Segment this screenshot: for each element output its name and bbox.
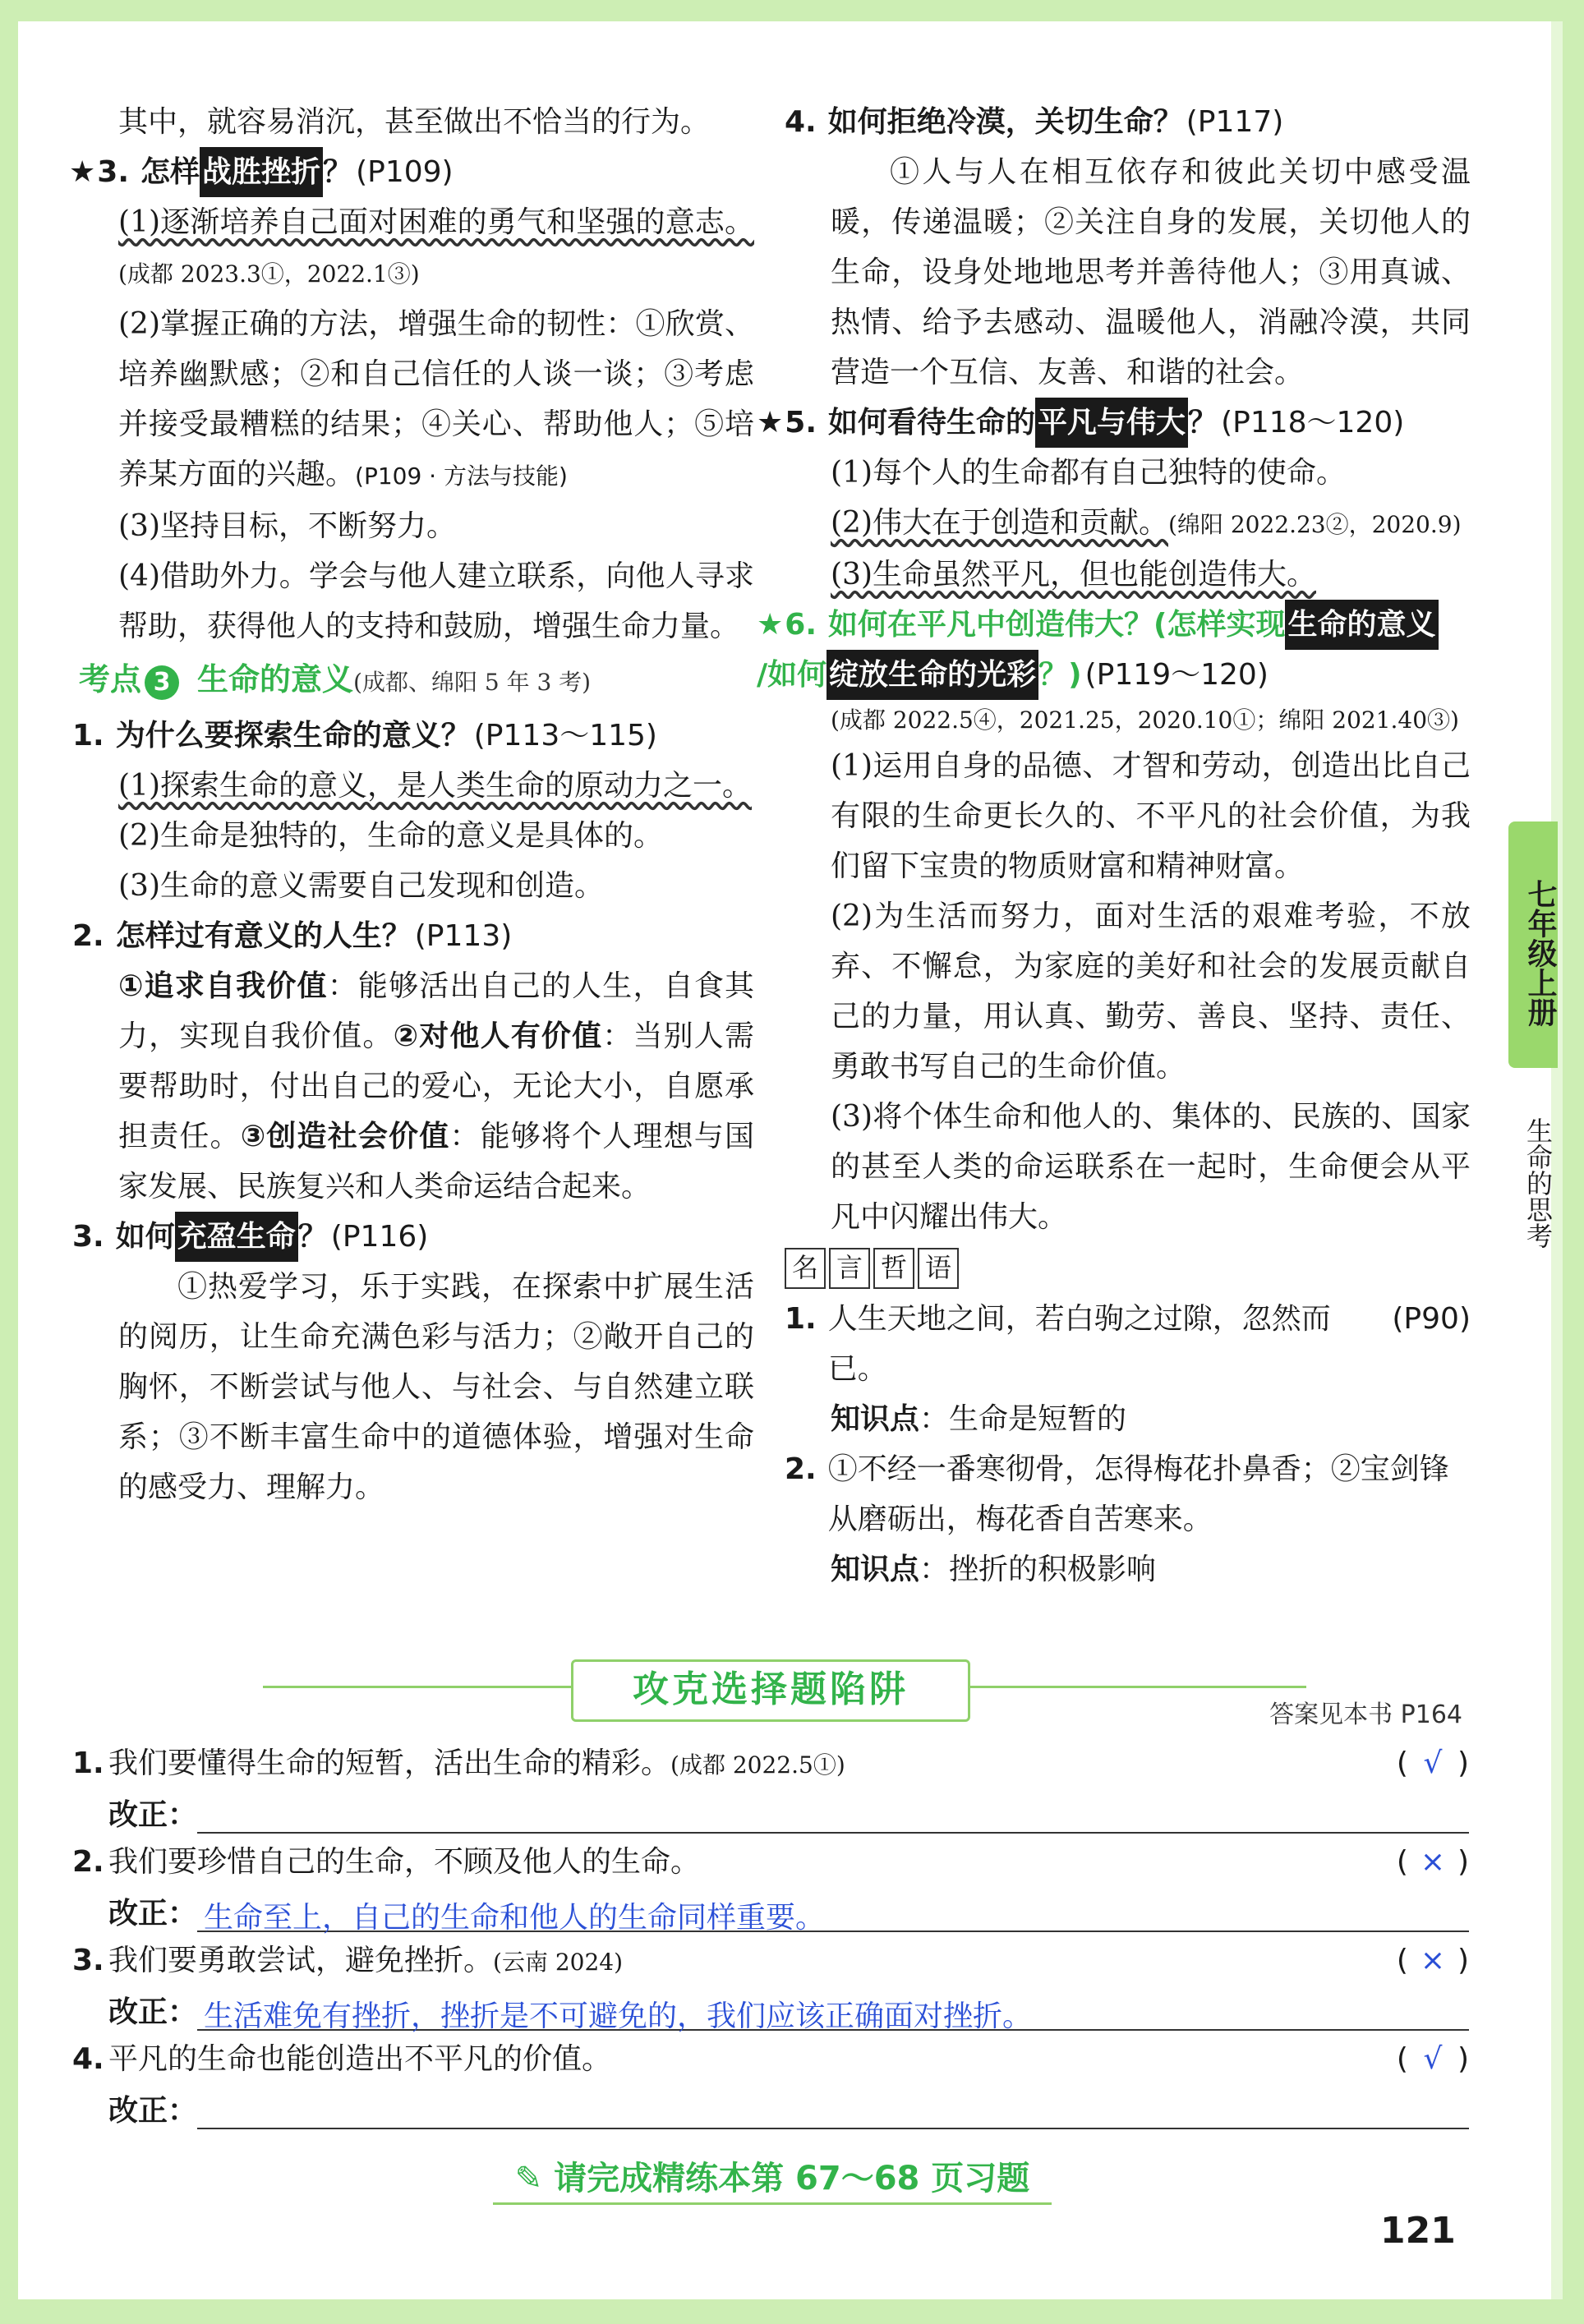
r6-point-1: (1)运用自身的品德、才智和劳动，创造出比自己有限的生命更长久的、不平凡的社会价值，为我们留下宝贵的物质财富和精神财富。 xyxy=(831,749,1471,883)
cross-mark: × xyxy=(1420,1845,1446,1879)
highlight-term: 生命的意义 xyxy=(1285,600,1438,650)
correction-line[interactable]: 生命至上，自己的生命和他人的生命同样重要。 xyxy=(197,1894,1469,1932)
k1-point-3: (3)生命的意义需要自己发现和创造。 xyxy=(118,869,604,903)
footer-task-reminder: ✎ 请完成精练本第 67～68 页习题 xyxy=(493,2152,1052,2205)
unit-side-label: 生命的思考 xyxy=(1522,1117,1554,1249)
check-mark: √ xyxy=(1423,1746,1443,1780)
page-frame-left xyxy=(0,0,18,2324)
r5-point-2: (2)伟大在于创造和贡献。(绵阳 2022.23②，2020.9) xyxy=(831,506,1462,540)
exam-point-3-heading: 考点 3 生命的意义 (成都、绵阳 5 年 3 考) xyxy=(79,655,754,707)
cross-mark: × xyxy=(1420,1944,1446,1977)
r5-point-1: (1)每个人的生命都有自己独特的使命。 xyxy=(831,456,1346,490)
correction-line[interactable] xyxy=(197,1796,1469,1834)
proverb-2-knowledge: 知识点：挫折的积极影响 xyxy=(831,1553,1157,1586)
grade-side-tab-label: 七年级上册 xyxy=(1523,879,1557,1027)
check-mark: √ xyxy=(1423,2042,1443,2076)
q3-point-2: (2)掌握正确的方法，增强生命的韧性：①欣赏、培养幽默感；②和自己信任的人谈一谈；③考虑并接受最糟糕的结果；④关心、帮助他人；⑤培养某方面的兴趣。(P109 · 方法与技能) xyxy=(118,307,754,491)
r5-point-3: (3)生命虽然平凡，但也能创造伟大。 xyxy=(831,558,1316,591)
proverb-section-label: 名 言 哲 语 xyxy=(785,1248,962,1289)
tf-item-2: 2. 我们要珍惜自己的生命，不顾及他人的生命。 ( × ) 改正： 生命至上，自己的生命和他人的生命同样重要。 xyxy=(72,1845,1469,1935)
highlight-term: 充盈生命 xyxy=(175,1212,298,1262)
correction-line[interactable]: 生活难免有挫折，挫折是不可避免的，我们应该正确面对挫折。 xyxy=(197,1993,1469,2031)
page-frame-bottom xyxy=(0,2299,1584,2324)
r6-sources: (成都 2022.5④，2021.25，2020.10①；绵阳 2021.40③) xyxy=(831,706,1459,734)
q3-point-3: (3)坚持目标，不断努力。 xyxy=(118,509,456,543)
q3-point-4: (4)借助外力。学会与他人建立联系，向他人寻求帮助，获得他人的支持和鼓励，增强生命力量。 xyxy=(118,559,754,643)
k1-point-1: (1)探索生命的意义，是人类生命的原动力之一。 xyxy=(118,769,752,803)
k1-point-2: (2)生命是独特的，生命的意义是具体的。 xyxy=(118,819,663,853)
highlight-term: 绽放生命的光彩 xyxy=(827,650,1038,700)
q3-point-1: (1)逐渐培养自己面对困难的勇气和坚强的意志。(成都 2023.3①，2022.1③) xyxy=(118,205,754,288)
k3-answer: ①热爱学习，乐于实践，在探索中扩展生活的阅历，让生命充满色彩与活力；②敞开自己的胸怀，不断尝试与他人、与社会、与自然建立联系；③不断丰富生命中的道德体验，增强对生命的感受力、理解力。 xyxy=(118,1270,754,1504)
tf-item-4: 4. 平凡的生命也能创造出不平凡的价值。 ( √ ) 改正： xyxy=(72,2042,1469,2128)
highlight-term: 平凡与伟大 xyxy=(1035,398,1188,448)
k2-heading: 2. 怎样过有意义的人生？ (P113) xyxy=(72,919,513,953)
exam-point-badge: 3 xyxy=(145,665,179,700)
question-3-heading: ★ 3. 怎样 战胜挫折 ？ (P109) xyxy=(69,147,754,197)
right-column xyxy=(757,97,1471,1595)
r6-point-2: (2)为生活而努力，面对生活的艰难考验，不放弃、不懈怠，为家庭的美好和社会的发展贡献自己的力量，用认真、勤劳、善良、坚持、责任、勇敢书写自己的生命价值。 xyxy=(831,900,1471,1084)
tf-item-3: 3. 我们要勇敢尝试，避免挫折。(云南 2024) ( × ) 改正： 生活难免有挫折，挫折是不可避免的，我们应该正确面对挫折。 xyxy=(72,1944,1469,2033)
r6-point-3: (3)将个体生命和他人的、集体的、民族的、国家的甚至人类的命运联系在一起时，生命便会从平凡中闪耀出伟大。 xyxy=(831,1100,1471,1234)
r4-answer: ①人与人在相互依存和彼此关切中感受温暖，传递温暖；②关注自身的发展，关切他人的生命，设身处地地思考并善待他人；③用真诚、热情、给予去感动、温暖他人，消融冷漠，共同营造一个互信、友善、和谐的社会。 xyxy=(831,155,1471,389)
r5-heading: ★ 5. 如何看待生命的 平凡与伟大 ？ (P118～120) xyxy=(757,398,1471,448)
banner-line-left xyxy=(263,1686,575,1688)
pencil-icon: ✎ xyxy=(514,2160,543,2197)
k2-answer: ①追求自我价值：能够活出自己的人生，自食其力，实现自我价值。②对他人有价值：当别人需要帮助时，付出自己的爱心，无论大小，自愿承担责任。③创造社会价值：能够将个人理想与国家发展、民族复兴和人类命运结合起来。 xyxy=(118,969,754,1203)
correction-line[interactable] xyxy=(197,2092,1469,2129)
left-column xyxy=(69,97,754,1512)
proverb-1-knowledge: 知识点：生命是短暂的 xyxy=(831,1402,1127,1436)
tf-item-1: 1. 我们要懂得生命的短暂，活出生命的精彩。(成都 2022.5①) ( √ ) 改正： xyxy=(72,1746,1469,1832)
banner-line-right xyxy=(961,1686,1306,1688)
r6-heading: ★ 6. 如何在平凡中创造伟大？(怎样实现 生命的意义 /如何 绽放生命的光彩 ？) (P119～120) xyxy=(757,600,1471,700)
k1-heading: 1. 为什么要探索生命的意义？ (P113～115) xyxy=(72,719,657,752)
intro-text: 其中，就容易消沉，甚至做出不恰当的行为。 xyxy=(118,105,711,139)
section-banner: 攻克选择题陷阱 xyxy=(571,1659,970,1722)
k3-heading: 3. 如何 充盈生命 ？ (P116) xyxy=(72,1212,754,1262)
answer-reference: 答案见本书 P164 xyxy=(1269,1700,1462,1729)
highlight-term: 战胜挫折 xyxy=(200,147,323,197)
r4-heading: 4. 如何拒绝冷漠，关切生命？ (P117) xyxy=(785,105,1284,139)
page-frame-top xyxy=(0,0,1584,21)
proverb-1: 1. 人生天地之间，若白驹之过隙，忽然而已。 (P90) xyxy=(785,1302,1471,1386)
page-frame-right xyxy=(1563,0,1584,2324)
page-number: 121 xyxy=(1380,2210,1456,2252)
proverb-2: 2. ①不经一番寒彻骨，怎得梅花扑鼻香；②宝剑锋从磨砺出，梅花香自苦寒来。 xyxy=(785,1452,1449,1536)
